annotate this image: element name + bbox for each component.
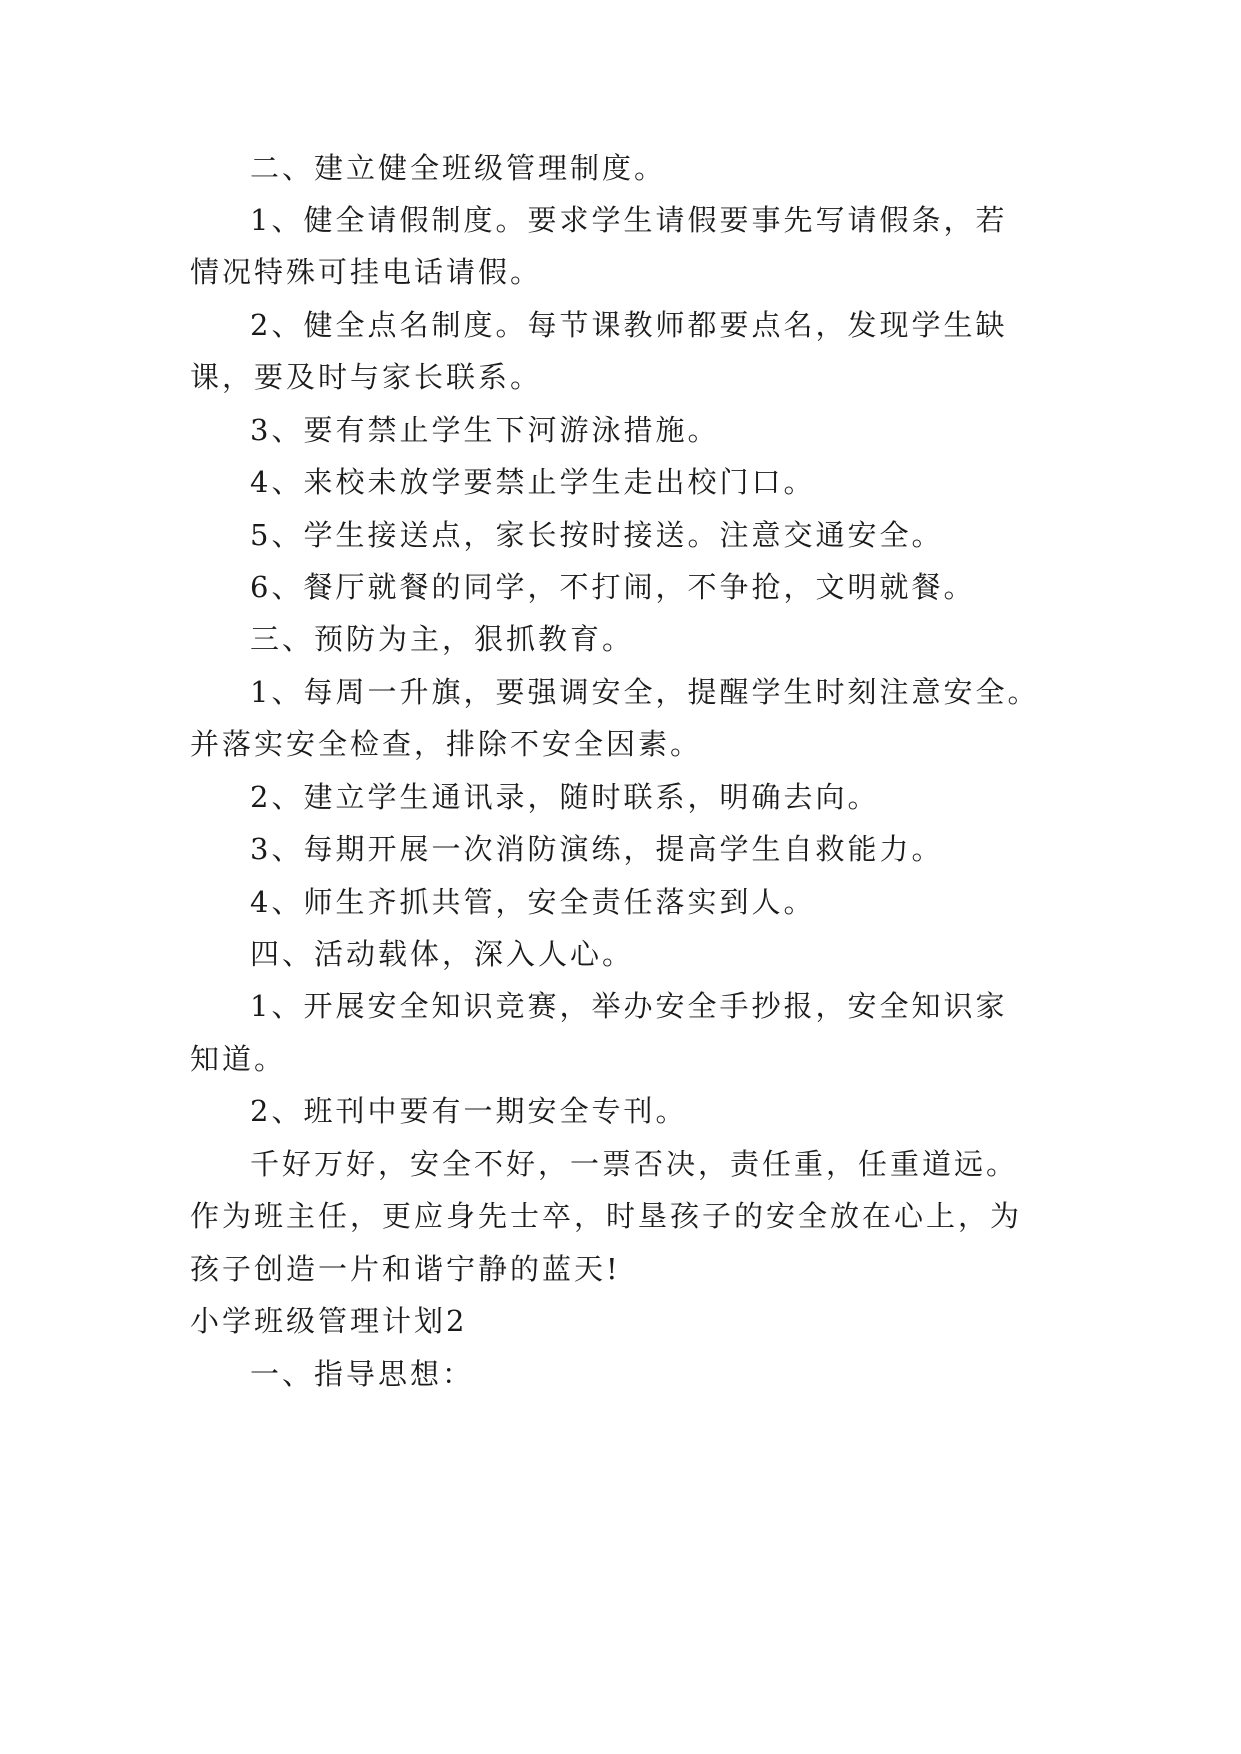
paragraph-line: 2、班刊中要有一期安全专刊。: [250, 1094, 688, 1128]
paragraph-line: 4、师生齐抓共管，安全责任落实到人。: [250, 885, 816, 919]
paragraph-line: 2、建立学生通讯录，随时联系，明确去向。: [250, 780, 880, 814]
document-title: 小学班级管理计划2: [190, 1304, 468, 1338]
paragraph-line: 知道。: [190, 1042, 287, 1076]
paragraph-line: 情况特殊可挂电话请假。: [190, 255, 543, 289]
section-heading-4: 四、活动载体，深入人心。: [250, 937, 635, 971]
paragraph-line: 3、要有禁止学生下河游泳措施。: [250, 413, 720, 447]
paragraph-line: 1、健全请假制度。要求学生请假要事先写请假条，若: [250, 203, 1008, 237]
paragraph-line: 作为班主任，更应身先士卒，时垦孩子的安全放在心上，为: [190, 1199, 1023, 1233]
paragraph-line: 1、每周一升旗，要强调安全，提醒学生时刻注意安全。: [250, 675, 1040, 709]
paragraph-line: 1、开展安全知识竞赛，举办安全手抄报，安全知识家: [250, 989, 1008, 1023]
paragraph-line: 孩子创造一片和谐宁静的蓝天!: [190, 1252, 621, 1286]
paragraph-line: 并落实安全检查，排除不安全因素。: [190, 727, 703, 761]
paragraph-line: 课，要及时与家长联系。: [190, 360, 543, 394]
section-heading-2: 二、建立健全班级管理制度。: [250, 151, 667, 185]
paragraph-line: 3、每期开展一次消防演练，提高学生自救能力。: [250, 832, 944, 866]
paragraph-line: 2、健全点名制度。每节课教师都要点名，发现学生缺: [250, 308, 1008, 342]
paragraph-line: 6、餐厅就餐的同学，不打闹，不争抢，文明就餐。: [250, 570, 976, 604]
section-heading-1: 一、指导思想：: [250, 1357, 475, 1391]
section-heading-3: 三、预防为主，狠抓教育。: [250, 622, 635, 656]
paragraph-line: 5、学生接送点，家长按时接送。注意交通安全。: [250, 518, 944, 552]
paragraph-line: 千好万好，安全不好，一票否决，责任重，任重道远。: [250, 1147, 1019, 1181]
paragraph-line: 4、来校未放学要禁止学生走出校门口。: [250, 465, 816, 499]
